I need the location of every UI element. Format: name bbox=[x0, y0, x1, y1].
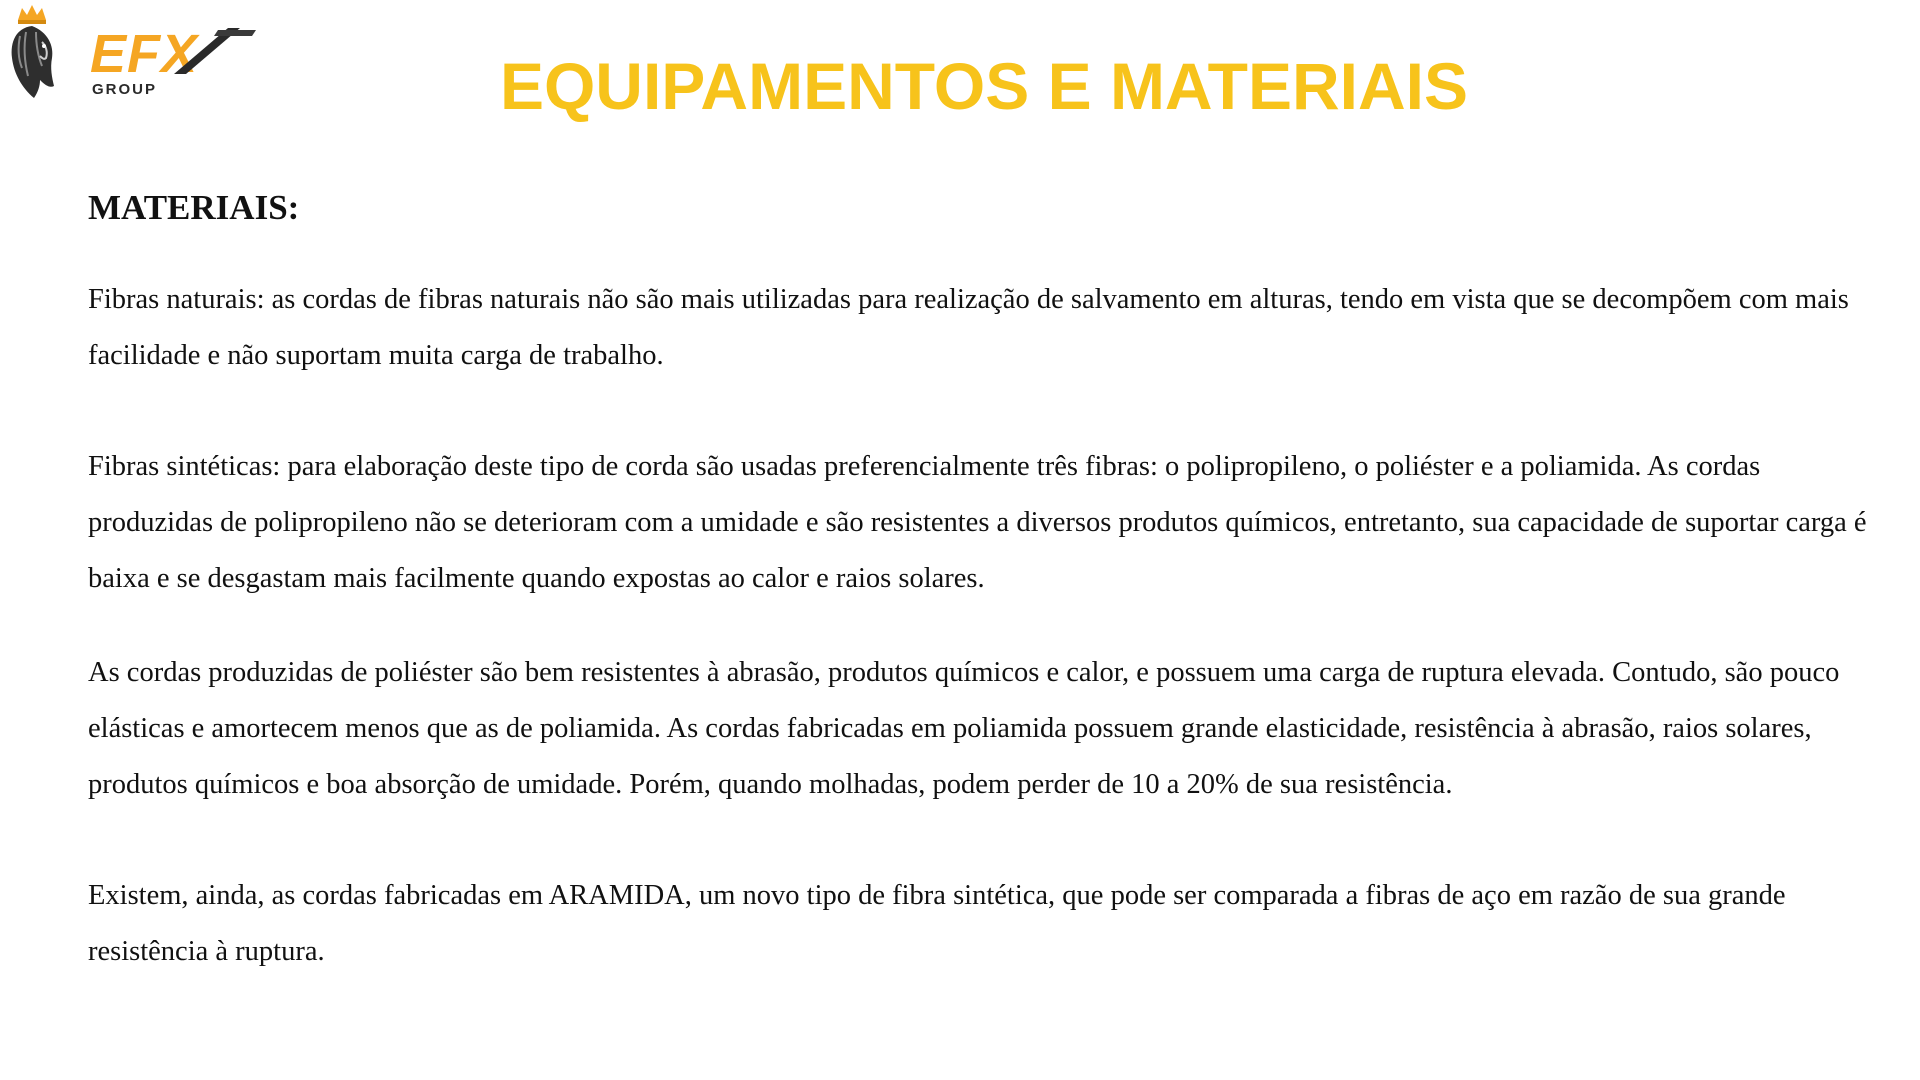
paragraph-natural-fibers: Fibras naturais: as cordas de fibras naturais não são mais utilizadas para realização de salvamento em alturas, tendo em vista que se decompõem com mais facilidade e não suportam muita carga de trabalho. bbox=[88, 284, 1849, 371]
paragraph-synthetic-fibers: Fibras sintéticas: para elaboração deste tipo de corda são usadas preferencialmente três fibras: o polipropileno, o poliéster e a poliamida. As cordas produzidas de polipropileno não se deterioram com a umidade e são resistentes a diversos produtos químicos, entretanto, sua capacidade de suportar carga é baixa e se desgastam mais facilmente quando expostas ao calor e raios solares. bbox=[88, 451, 1867, 594]
logo-text: EFX bbox=[90, 24, 199, 84]
section-heading: MATERIAIS: bbox=[88, 188, 300, 227]
page-title: EQUIPAMENTOS E MATERIAIS bbox=[499, 49, 1469, 123]
paragraph-polyester-polyamide: As cordas produzidas de poliéster são bem resistentes à abrasão, produtos químicos e calor, e possuem uma carga de ruptura elevada. Contudo, são pouco elásticas e amortecem menos que as de poliamida. As cordas fabricadas em poliamida possuem grande elasticidade, resistência à abrasão, raios solares, produtos químicos e boa absorção de umidade. Porém, quando molhadas, podem perder de 10 a 20% de sua resistência. bbox=[88, 657, 1840, 800]
paragraph-aramid: Existem, ainda, as cordas fabricadas em ARAMIDA, um novo tipo de fibra sintética, que pode ser comparada a fibras de aço em razão de sua grande resistência à ruptura. bbox=[88, 880, 1786, 967]
logo-subtext: GROUP bbox=[92, 81, 158, 98]
document-body bbox=[88, 186, 1868, 980]
crown-icon bbox=[18, 5, 46, 24]
